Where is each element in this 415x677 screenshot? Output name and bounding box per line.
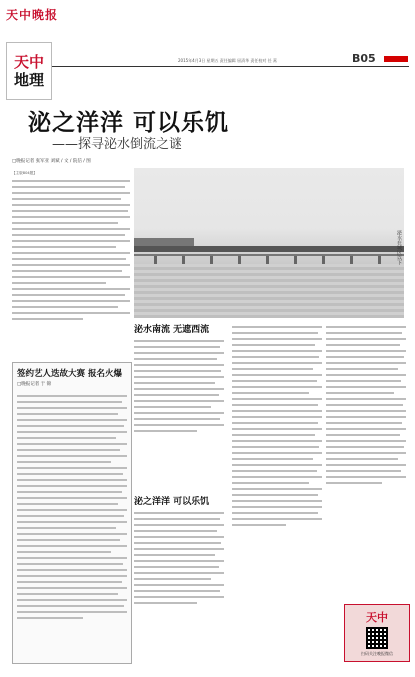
promo-sub: 扫码关注晚报微信 <box>361 651 393 656</box>
mid-column-3-body <box>232 322 322 530</box>
byline: □晚报记者 张军亚 刘斌 / 文 / 院信 / 图 <box>12 159 91 164</box>
section-label-line2: 地理 <box>13 71 44 89</box>
mid-column-2-body <box>134 508 224 608</box>
left-column-body <box>12 180 130 320</box>
photo-water <box>134 264 404 318</box>
photo-bridge-rail <box>134 254 404 256</box>
sidebar-byline: □晚报记者 于 锦 <box>17 382 52 387</box>
section-box <box>6 42 52 100</box>
subsection-title-2: 泌之洋洋 可以乐饥 <box>134 497 210 507</box>
headline: 泌之洋洋 可以乐饥 <box>28 110 230 136</box>
photo-bridge <box>134 246 404 252</box>
promo-name: 天中 <box>366 611 388 624</box>
header-meta: 2015年4月3日 星期五 责任编辑 屈清华 责任校对 任 蒿 <box>178 58 277 63</box>
header-rule <box>6 66 409 67</box>
right-column-body <box>326 322 406 488</box>
sidebar-title: 签约艺人迭故大赛 报名火爆 <box>17 369 122 379</box>
subsection-title-1: 泌水南流 无遮西流 <box>134 325 210 335</box>
subhead: ——探寻泌水倒流之谜 <box>52 137 183 152</box>
promo-box <box>344 604 410 662</box>
sidebar-body <box>13 395 131 619</box>
lead-intro: 【主版804题】 <box>12 171 37 175</box>
page-number-bar <box>384 56 408 62</box>
masthead-logo: 天中晚报 <box>6 8 59 22</box>
river-bridge-photo <box>134 168 404 318</box>
left-column <box>12 170 130 324</box>
photo-caption: 泌水在城区以下 <box>396 230 402 265</box>
section-label-line1: 天中 <box>13 53 44 71</box>
mid-column-1-body <box>134 336 224 436</box>
page-number: B05 <box>352 52 376 65</box>
qr-code-icon <box>366 627 388 649</box>
sidebar-box <box>12 362 132 664</box>
